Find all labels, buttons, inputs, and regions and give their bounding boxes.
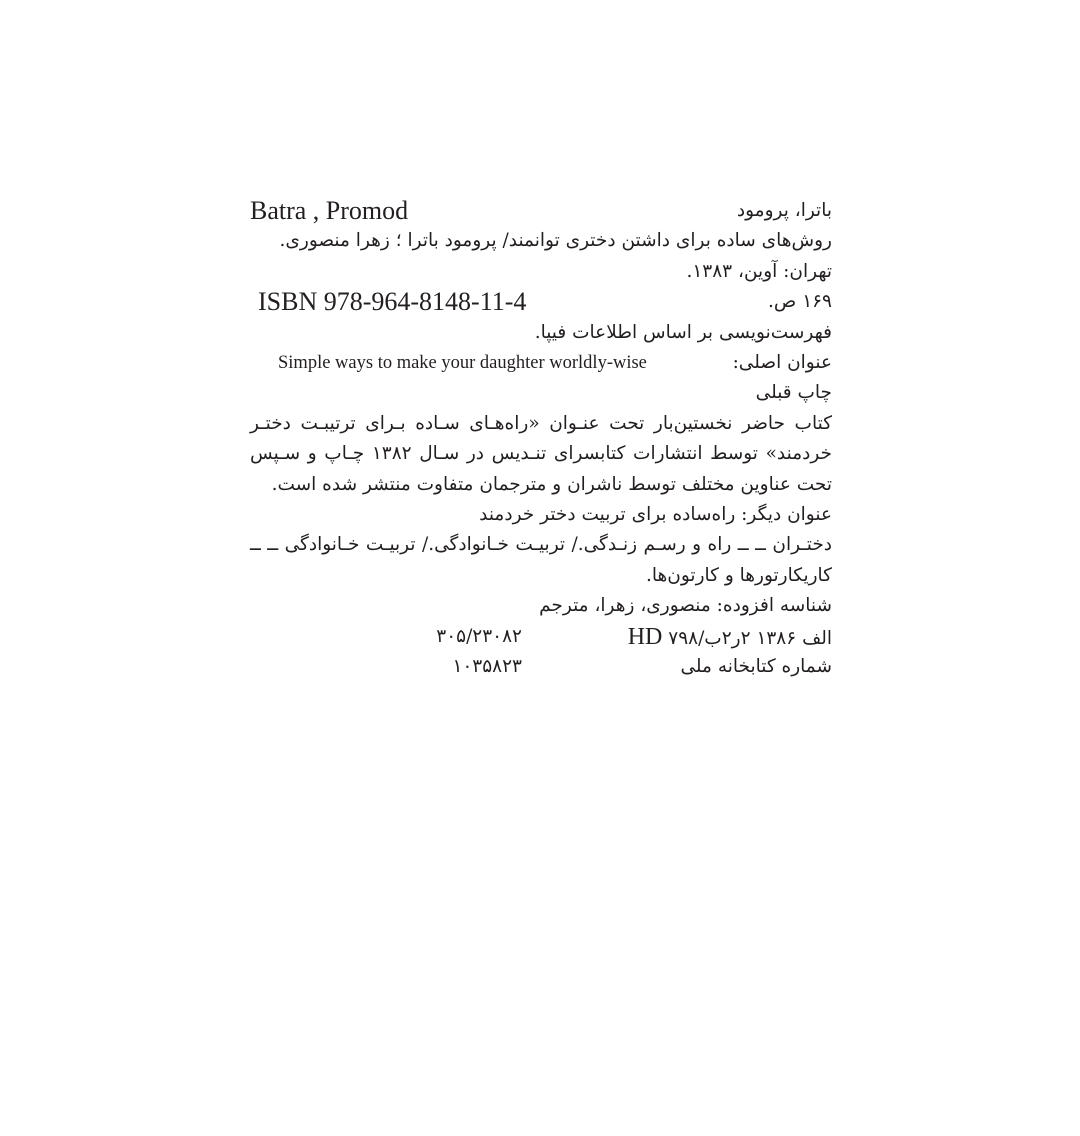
author-persian: باترا، پرومود xyxy=(736,200,832,221)
author-row xyxy=(250,196,832,226)
classification-row xyxy=(250,622,832,652)
edition-note: کتاب حاضر نخستین‌بار تحت عنـوان «راه‌هـای سـاده بـرای ترتیبـت دختـر خردمند» توسط انتشارات کتابسرای تنـدیس در سـال ۱۳۸۲ چـاپ و سـپس تحت عناوین مختلف توسط ناشران و مترجمان متفاوت منتشر شده است. xyxy=(250,412,832,495)
author-latin: Batra , Promod xyxy=(250,196,409,225)
original-title-label: عنوان اصلی: xyxy=(732,351,832,373)
cataloging-record xyxy=(250,196,832,682)
national-library-number: ۱۰۳۵۸۲۳ xyxy=(452,655,522,677)
previous-print: چاپ قبلی xyxy=(755,382,832,404)
publication-info: تهران: آوین، ۱۳۸۳. xyxy=(686,260,832,282)
page-count: ۱۶۹ ص. xyxy=(768,291,832,313)
lc-classification xyxy=(628,622,832,654)
subjects: دختـران ــ ــ راه و رسـم زنـدگی./ تربیـت خـانوادگی./ تربیـت خـانوادگی ــ ــ کاریکارتورها و کارتون‌ها. xyxy=(250,534,832,586)
pages-isbn-row xyxy=(250,287,832,317)
fipa-note: فهرست‌نویسی بر اساس اطلاعات فیپا. xyxy=(534,321,832,343)
isbn: ISBN 978-964-8148-11-4 xyxy=(258,287,527,317)
national-library-label: شماره کتابخانه ملی xyxy=(680,655,832,677)
national-library-row xyxy=(250,652,832,682)
dewey-number: ۳۰۵/۲۳۰۸۲ xyxy=(436,625,522,647)
title-statement: روش‌های ساده برای داشتن دختری توانمند/ پرومود باترا ؛ زهرا منصوری. xyxy=(279,230,832,252)
other-title: عنوان دیگر: راه‌ساده برای تربیت دختر خردمند xyxy=(479,503,832,525)
added-entry: شناسه افزوده: منصوری، زهرا، مترجم xyxy=(539,595,832,617)
lc-class-number: الف ۱۳۸۶ ۲ر۲ب/۷۹۸ xyxy=(668,627,832,649)
original-title: Simple ways to make your daughter worldly-wise xyxy=(278,352,647,373)
original-title-row xyxy=(250,348,832,378)
lc-class-hd: HD xyxy=(627,623,663,650)
